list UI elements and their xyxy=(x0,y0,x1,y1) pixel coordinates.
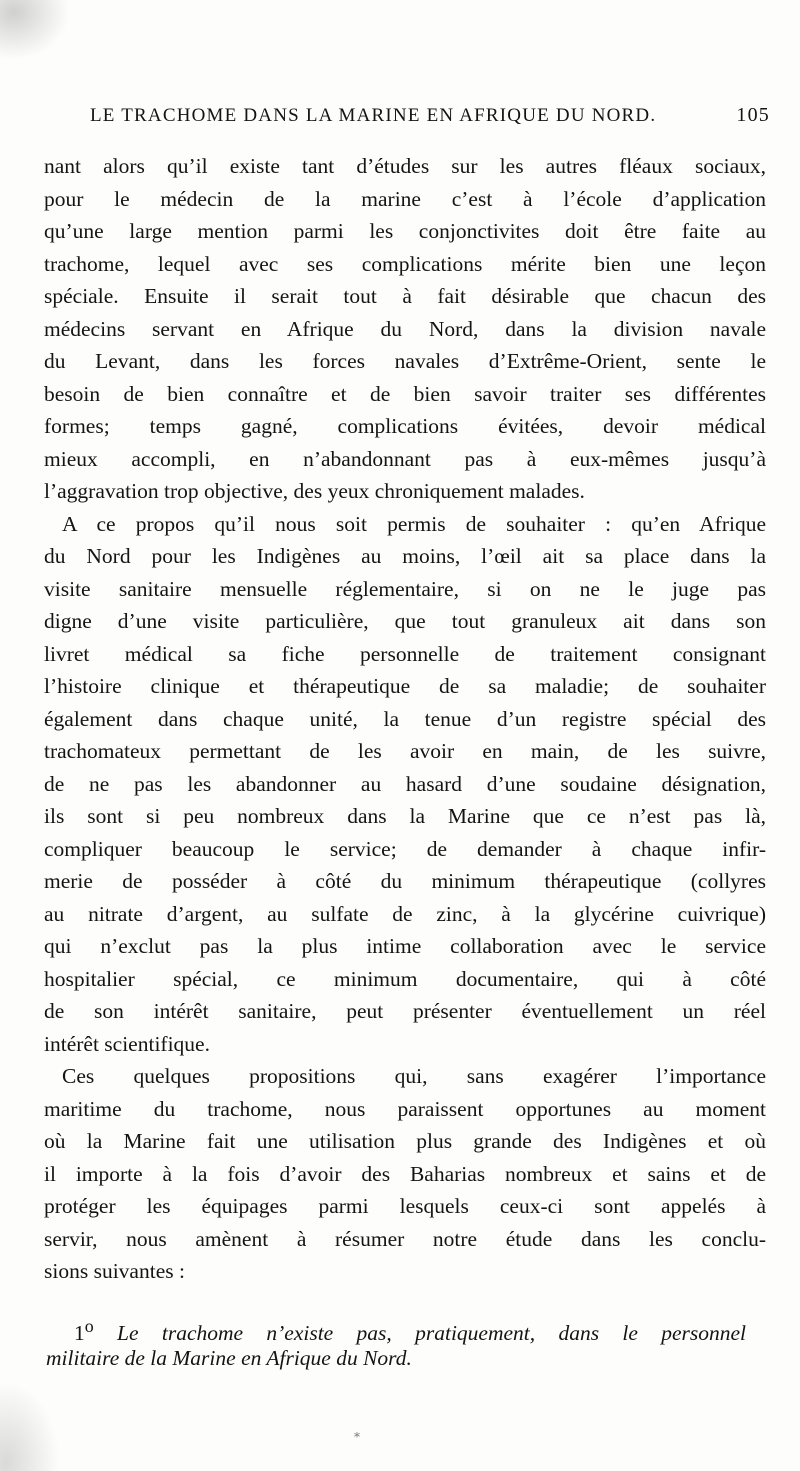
text-line: compliquer beaucoup le service; de demander à chaque infir- xyxy=(44,836,766,861)
conclusion-line-1: Le trachome n’existe pas, pratiquement, dans le personnel xyxy=(117,1321,747,1346)
text-line: où la Marine fait une utilisation plus grande des Indigènes et où xyxy=(44,1129,766,1153)
text-line: intérêt scientifique. xyxy=(44,1031,210,1056)
text-line: qu’une large mention parmi les conjonctivites doit être faite au xyxy=(44,219,766,243)
text-line: au nitrate d’argent, au sulfate de zinc, à la glycérine cuivrique) xyxy=(44,901,766,926)
text-line: l’histoire clinique et thérapeutique de sa maladie; de souhaiter xyxy=(44,674,766,698)
text-line: formes; temps gagné, complications évitées, devoir médical xyxy=(44,414,766,438)
scan-edge-shadow-bottom xyxy=(0,1381,60,1471)
text-line: protéger les équipages parmi lesquels ceux-ci sont appelés à xyxy=(44,1194,766,1218)
text-line: trachome, lequel avec ses complications mérite bien une leçon xyxy=(44,251,766,276)
text-line: spéciale. Ensuite il serait tout à fait désirable que chacun des xyxy=(44,284,766,308)
text-line: besoin de bien connaître et de bien savoir traiter ses différentes xyxy=(44,381,766,406)
text-line: qui n’exclut pas la plus intime collaboration avec le service xyxy=(44,934,766,958)
scan-edge-shadow-top xyxy=(0,0,70,60)
text-line: médecins servant en Afrique du Nord, dans la division navale xyxy=(44,316,766,341)
text-line: hospitalier spécial, ce minimum documentaire, qui à côté xyxy=(44,966,766,991)
text-line: nant alors qu’il existe tant d’études sur les autres fléaux sociaux, xyxy=(44,154,766,178)
page-number: 105 xyxy=(736,104,770,126)
text-line: livret médical sa fiche personnelle de traitement consignant xyxy=(44,641,766,666)
text-line: maritime du trachome, nous paraissent opportunes au moment xyxy=(44,1096,766,1121)
text-line: servir, nous amènent à résumer notre étude dans les conclu- xyxy=(44,1226,766,1251)
text-line: visite sanitaire mensuelle réglementaire, si on ne le juge pas xyxy=(44,576,766,601)
text-line: sions suivantes : xyxy=(44,1259,185,1283)
text-line: de son intérêt sanitaire, peut présenter éventuellement un réel xyxy=(44,999,766,1023)
text-line: mieux accompli, en n’abandonnant pas à eux-mêmes jusqu’à xyxy=(44,446,766,471)
conclusion-line xyxy=(46,1310,747,1346)
text-line: pour le médecin de la marine c’est à l’école d’application xyxy=(44,186,766,211)
text-line: du Levant, dans les forces navales d’Extrême-Orient, sente le xyxy=(44,349,766,373)
text-line: Ces quelques propositions qui, sans exagérer l’importance xyxy=(62,1064,766,1088)
text-line: merie de posséder à côté du minimum thérapeutique (collyres xyxy=(44,869,766,893)
conclusion-number: 1 xyxy=(74,1321,85,1346)
footer-mark: * xyxy=(354,1430,360,1444)
conclusion-number-superscript: o xyxy=(84,1316,94,1336)
text-line: digne d’une visite particulière, que tout granuleux ait dans son xyxy=(44,609,766,633)
text-line: ils sont si peu nombreux dans la Marine que ce n’est pas là, xyxy=(44,804,766,828)
text-line: également dans chaque unité, la tenue d’un registre spécial des xyxy=(44,706,766,731)
text-line: de ne pas les abandonner au hasard d’une soudaine désignation, xyxy=(44,771,766,796)
running-header-title: LE TRACHOME DANS LA MARINE EN AFRIQUE DU NORD. xyxy=(90,105,657,126)
text-line: il importe à la fois d’avoir des Baharias nombreux et sains et de xyxy=(44,1161,766,1186)
text-line: A ce propos qu’il nous soit permis de souhaiter : qu’en Afrique xyxy=(62,511,766,536)
conclusion-line-2: militaire de la Marine en Afrique du Nord. xyxy=(46,1346,412,1370)
text-line: trachomateux permettant de les avoir en main, de les suivre, xyxy=(44,739,766,763)
text-line: du Nord pour les Indigènes au moins, l’œil ait sa place dans la xyxy=(44,544,766,568)
conclusion-1 xyxy=(46,1310,746,1374)
running-header xyxy=(90,104,770,127)
body-text xyxy=(44,150,766,1288)
text-line: l’aggravation trop objective, des yeux chroniquement malades. xyxy=(44,479,585,503)
